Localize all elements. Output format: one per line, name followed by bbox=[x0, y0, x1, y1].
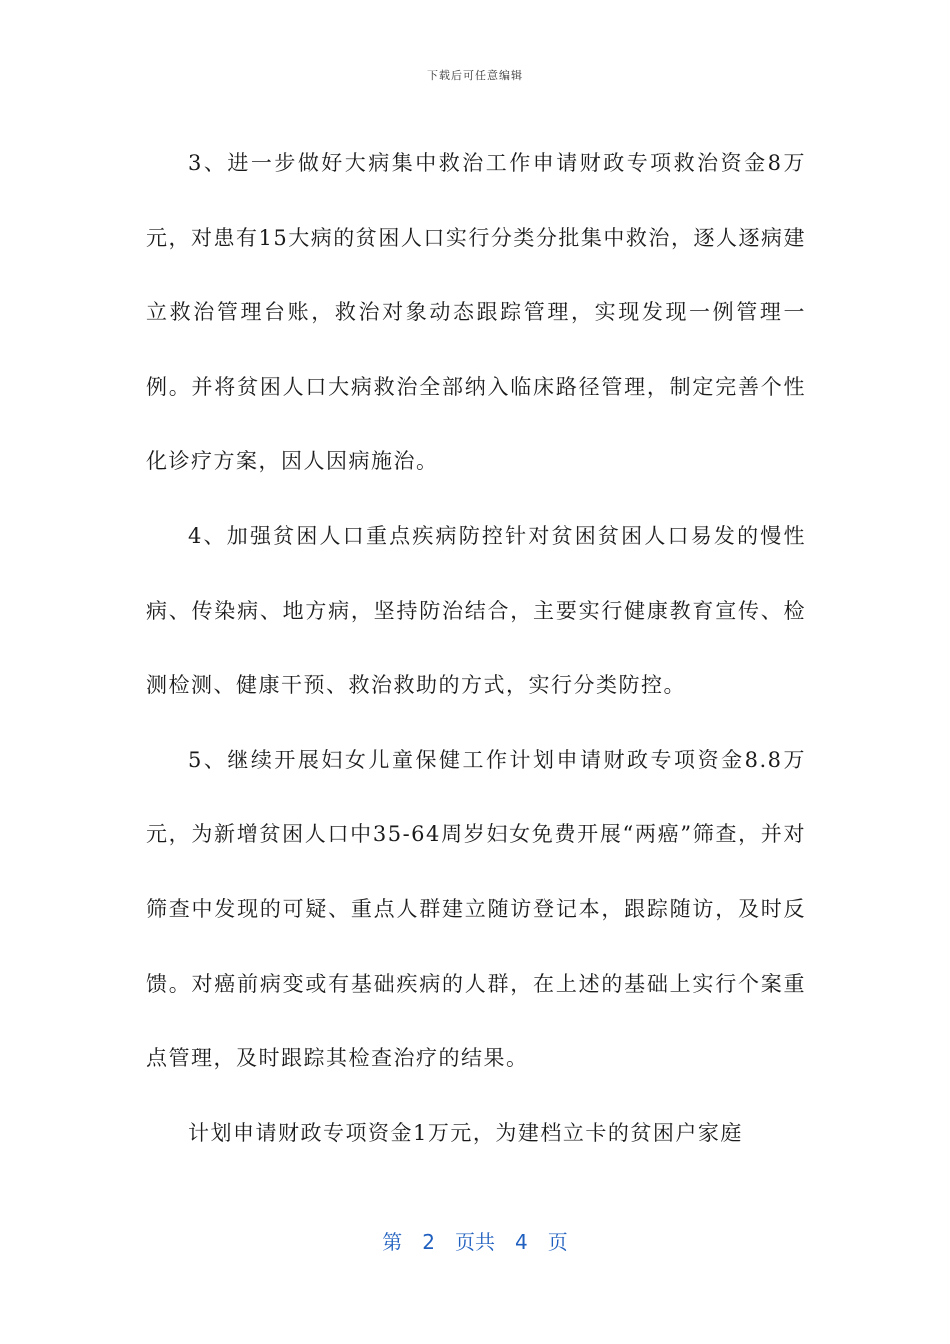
page-header-note: 下载后可任意编辑 bbox=[427, 69, 523, 82]
paragraph-funding-plan: 计划申请财政专项资金1万元，为建档立卡的贫困户家庭 bbox=[188, 1120, 743, 1145]
paragraph-4-disease-control: 4、加强贫困人口重点疾病防控针对贫困贫困人口易发的慢性病、传染病、地方病，坚持防治结合，主要实行健康教育宣传、检测检测、健康干预、救治救助的方式，实行分类防控。 bbox=[146, 523, 806, 698]
paragraph-5-women-children-health: 5、继续开展妇女儿童保健工作计划申请财政专项资金8.8万元，为新增贫困人口中35-64周岁妇女免费开展“两癌”筛查，并对筛查中发现的可疑、重点人群建立随访登记本，跟踪随访，及时反馈。对癌前病变或有基础疾病的人群，在上述的基础上实行个案重点管理，及时跟踪其检查治疗的结果。 bbox=[146, 747, 806, 1071]
page-number-footer: 第 2 页共 4 页 bbox=[382, 1230, 568, 1254]
document-body bbox=[146, 126, 806, 1170]
paragraph-3-major-illness: 3、进一步做好大病集中救治工作申请财政专项救治资金8万元，对患有15大病的贫困人口实行分类分批集中救治，逐人逐病建立救治管理台账，救治对象动态跟踪管理，实现发现一例管理一例。并将贫困人口大病救治全部纳入临床路径管理，制定完善个性化诊疗方案，因人因病施治。 bbox=[146, 151, 806, 474]
